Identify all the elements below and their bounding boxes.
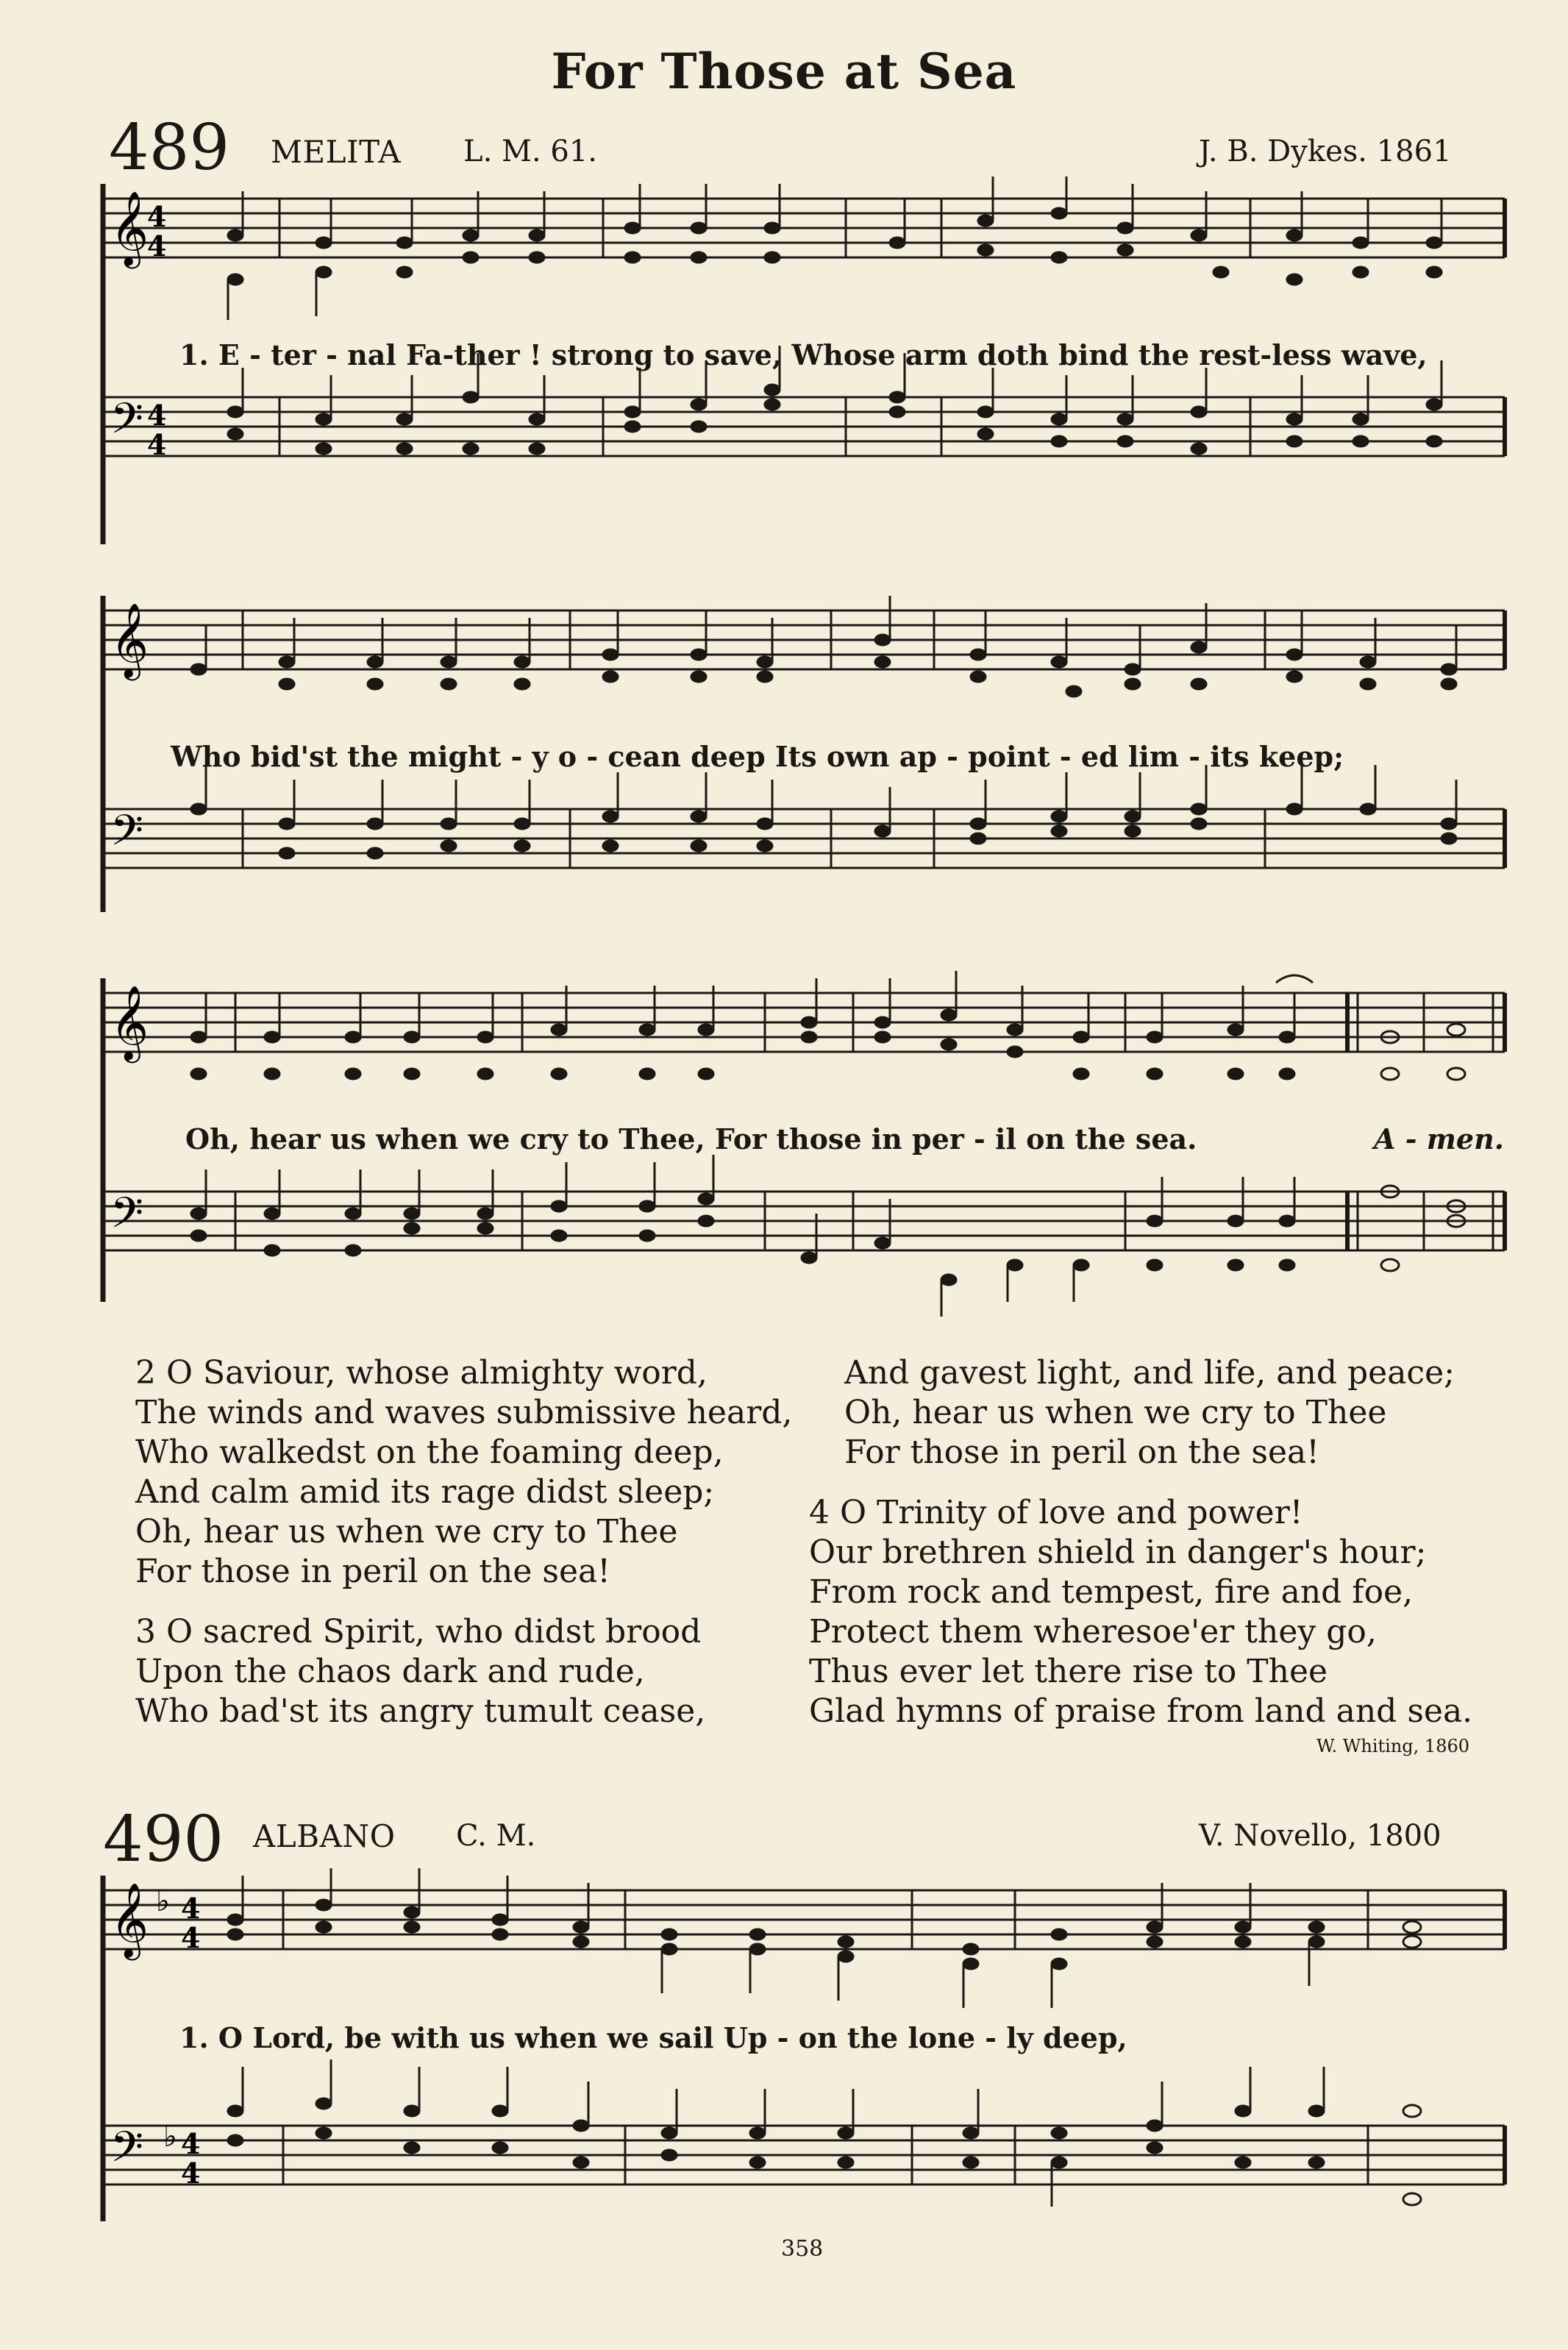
- tune-name-albano: ALBANO: [253, 1818, 396, 1854]
- svg-text:4: 4: [147, 399, 167, 432]
- verse-4-line: Thus ever let there rise to Thee: [809, 1653, 1328, 1690]
- verse-3: [135, 1612, 705, 1731]
- verse-3-line: For those in peril on the sea!: [844, 1434, 1319, 1471]
- verse-4-line: Protect them wheresoe'er they go,: [809, 1613, 1377, 1651]
- amen-text: A - men.: [1374, 1122, 1504, 1156]
- svg-text:𝄞: 𝄞: [110, 984, 149, 1060]
- staff-bass-4: [103, 2126, 1505, 2185]
- bass-clef-icon: 𝄢: [110, 394, 144, 454]
- verse-2-line: Oh, hear us when we cry to Thee: [135, 1513, 678, 1550]
- verse-3-line: Upon the chaos dark and rude,: [135, 1653, 645, 1690]
- staff-treble-4: [103, 1890, 1505, 1949]
- staff-bass-2: [103, 809, 1505, 868]
- time-signature-bottom: 4: [147, 229, 167, 263]
- fermata-icon: [1276, 975, 1313, 983]
- lyrics-489-line2: Who bid'st the might - y o - cean deep Its own ap - point - ed lim - its keep;: [171, 740, 1344, 773]
- verse-2-line: Who walkedst on the foaming deep,: [135, 1434, 724, 1471]
- verse-3-line: Oh, hear us when we cry to Thee: [844, 1394, 1387, 1431]
- svg-text:𝄢: 𝄢: [110, 1188, 144, 1248]
- svg-text:𝄢: 𝄢: [110, 2122, 144, 2182]
- svg-text:𝄢: 𝄢: [110, 805, 144, 866]
- section-title: For Those at Sea: [551, 43, 1017, 100]
- page-number: 358: [781, 2236, 824, 2262]
- flat-icon: ♭: [156, 1884, 170, 1918]
- svg-text:𝄞: 𝄞: [110, 1881, 149, 1957]
- time-signature-top: 4: [147, 200, 167, 233]
- author-attribution: W. Whiting, 1860: [1316, 1736, 1470, 1756]
- composer-490: V. Novello, 1800: [1199, 1819, 1442, 1853]
- lyrics-489-line1: 1. E - ter - nal Fa-ther ! strong to save, Whose arm doth bind the rest-less wave,: [179, 338, 1428, 371]
- verse-3-continued: [844, 1353, 1455, 1473]
- verse-3-line: 3 O sacred Spirit, who didst brood: [135, 1613, 702, 1651]
- composer-489: J. B. Dykes. 1861: [1199, 135, 1452, 168]
- meter-489: L. M. 61.: [463, 135, 597, 168]
- verse-4-line: Glad hymns of praise from land and sea.: [809, 1692, 1473, 1730]
- verse-2-line: 2 O Saviour, whose almighty word,: [135, 1354, 708, 1392]
- verse-3-line: And gavest light, and life, and peace;: [844, 1354, 1455, 1392]
- lyrics-490-line1: 1. O Lord, be with us when we sail Up - on the lone - ly deep,: [179, 2021, 1127, 2054]
- verse-4-line: 4 O Trinity of love and power!: [809, 1494, 1303, 1531]
- staff-treble-1: [103, 199, 1505, 257]
- verse-2: [135, 1353, 792, 1592]
- treble-clef-icon: 𝄞: [110, 190, 149, 266]
- verse-4: [809, 1493, 1472, 1731]
- verse-2-line: And calm amid its rage didst sleep;: [135, 1473, 715, 1511]
- svg-text:4: 4: [181, 1892, 201, 1925]
- verse-4-line: From rock and tempest, fire and foe,: [809, 1573, 1414, 1611]
- tune-name-melita: MELITA: [271, 134, 402, 170]
- verse-2-line: For those in peril on the sea!: [135, 1553, 610, 1590]
- verse-4-line: Our brethren shield in danger's hour;: [809, 1534, 1427, 1571]
- lyrics-489-line3: Oh, hear us when we cry to Thee, For those in per - il on the sea.: [185, 1122, 1197, 1156]
- svg-text:4: 4: [181, 2127, 201, 2160]
- svg-text:𝄞: 𝄞: [110, 602, 149, 677]
- verse-2-line: The winds and waves submissive heard,: [135, 1394, 793, 1431]
- hymn-number-489: 489: [109, 111, 230, 185]
- svg-text:4: 4: [181, 1921, 201, 1954]
- notes-system-2: [191, 596, 1456, 858]
- meter-490: C. M.: [456, 1819, 536, 1853]
- svg-text:4: 4: [181, 2157, 201, 2190]
- hymn-number-490: 490: [103, 1803, 224, 1876]
- svg-text:♭: ♭: [163, 2120, 177, 2154]
- verse-3-line: Who bad'st its angry tumult cease,: [135, 1692, 706, 1730]
- svg-text:4: 4: [147, 428, 167, 461]
